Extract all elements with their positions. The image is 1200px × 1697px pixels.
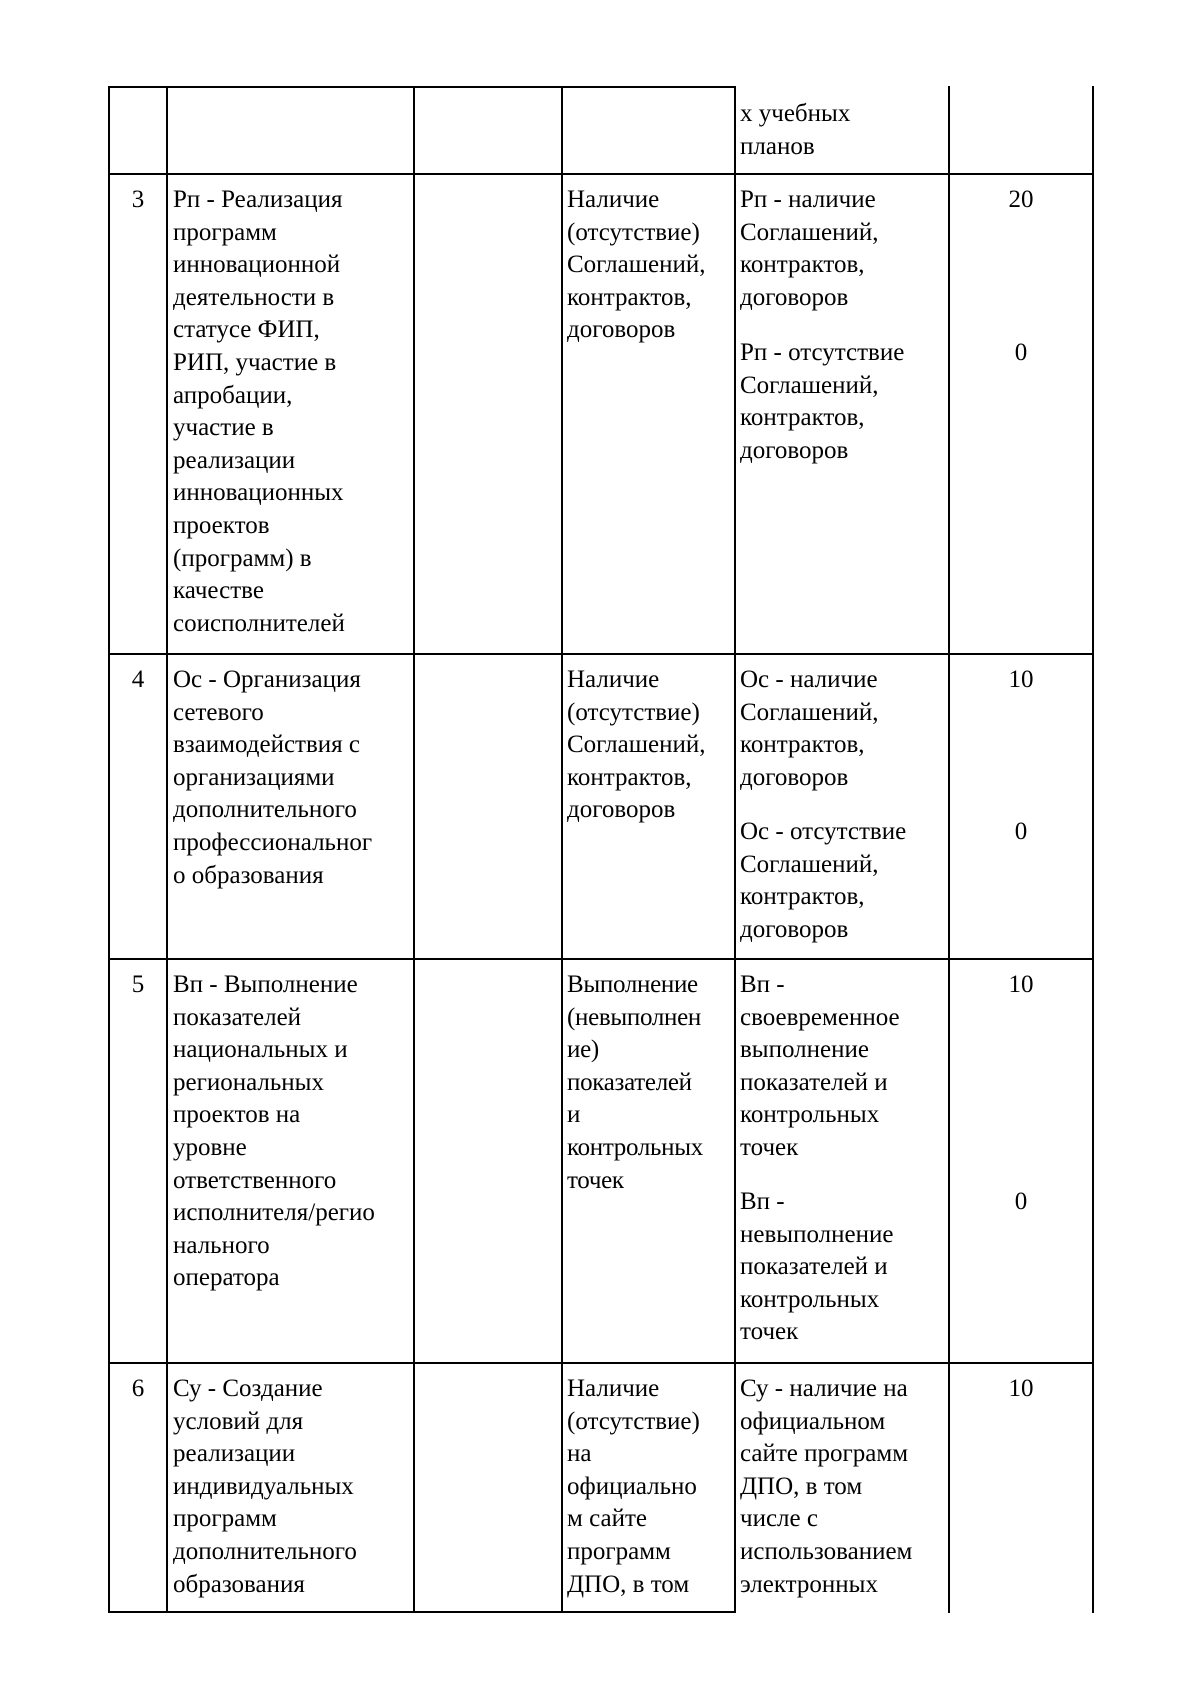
score-cell: 10	[1008, 666, 1034, 693]
indicator-cell: Су - Создание условий для реализации индивидуальных программ дополнительного образования	[173, 1375, 357, 1598]
col-border	[166, 86, 168, 1613]
indicator-cell: Вп - Выполнение показателей национальных и региональных проектов на уровне ответственного исполнителя/регио нального оператора	[173, 971, 375, 1292]
criterion-cell: Рп - наличие Соглашений, контрактов, договоров	[740, 186, 879, 311]
indicator-cell: Рп - Реализация программ инновационной деятельности в статусе ФИП, РИП, участие в апробации, участие в реализации инновационных проектов (программ) в качестве соисполнителей	[173, 186, 345, 637]
criterion-cell: Рп - отсутствие Соглашений, контрактов, договоров	[740, 339, 905, 464]
row-number: 4	[131, 666, 145, 693]
row-divider	[108, 653, 1094, 655]
table-top-border	[108, 86, 735, 88]
score-cell: 10	[1008, 1375, 1034, 1402]
criterion-cell: Вп - невыполнение показателей и контрольных точек	[740, 1188, 894, 1346]
score-cell: 0	[1014, 818, 1028, 845]
row-number: 3	[131, 186, 145, 213]
score-cell: 20	[1008, 186, 1034, 213]
row-number: 5	[131, 971, 145, 998]
criterion-cell: Вп - своевременное выполнение показателей и контрольных точек	[740, 971, 900, 1161]
score-cell: 0	[1014, 339, 1028, 366]
criterion-cell: Ос - наличие Соглашений, контрактов, договоров	[740, 666, 879, 791]
table-bottom-border	[108, 1611, 735, 1613]
measure-cell: Наличие (отсутствие) Соглашений, контрактов, договоров	[567, 666, 706, 824]
score-cell: 10	[1008, 971, 1034, 998]
criterion-text-continued: х учебных планов	[740, 100, 851, 160]
measure-cell: Выполнение (невыполнен ие) показателей и контрольных точек	[567, 971, 703, 1194]
col-border	[561, 86, 563, 1613]
measure-cell: Наличие (отсутствие) Соглашений, контрактов, договоров	[567, 186, 706, 344]
indicator-cell: Ос - Организация сетевого взаимодействия с организациями дополнительного профессиональног о образования	[173, 666, 373, 889]
row-divider	[108, 958, 1094, 960]
row-number: 6	[131, 1375, 145, 1402]
col-border	[734, 86, 736, 1613]
score-cell: 0	[1014, 1188, 1028, 1215]
row-divider	[108, 173, 1094, 175]
col-border	[1092, 86, 1094, 1613]
criterion-cell: Су - наличие на официальном сайте программ ДПО, в том числе с использованием электронных	[740, 1375, 913, 1598]
row-divider	[108, 1362, 1094, 1364]
criterion-cell: Ос - отсутствие Соглашений, контрактов, договоров	[740, 818, 907, 943]
measure-cell: Наличие (отсутствие) на официально м сайте программ ДПО, в том	[567, 1375, 700, 1598]
col-border	[413, 86, 415, 1613]
